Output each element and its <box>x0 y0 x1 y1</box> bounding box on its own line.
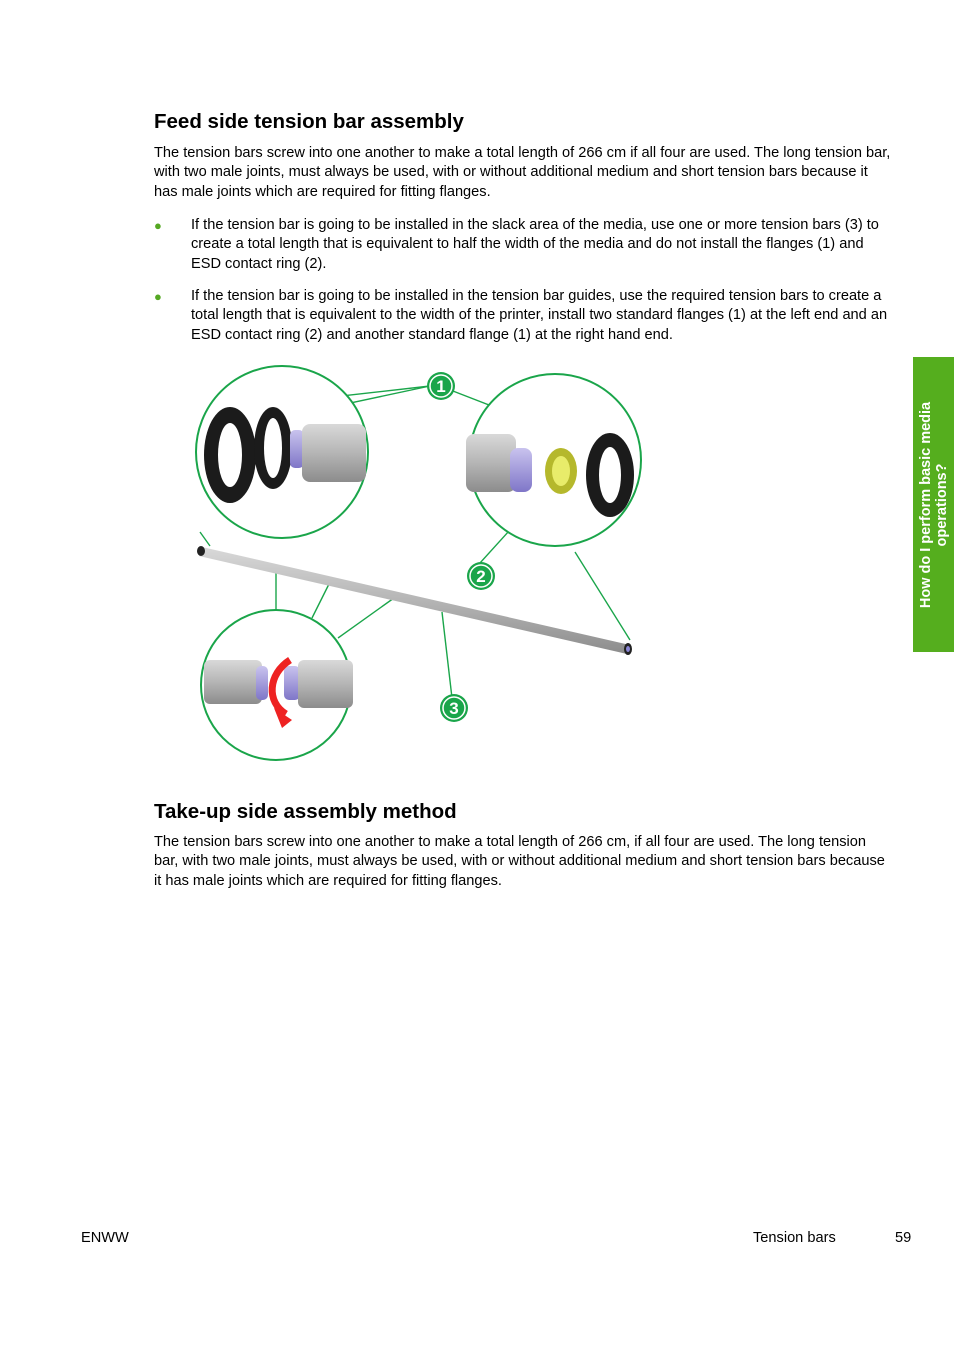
section-heading-feed-side: Feed side tension bar assembly <box>154 110 464 133</box>
bullet-dot-icon: ● <box>154 289 162 304</box>
detail-esd-ring-right <box>466 374 641 546</box>
chapter-side-tab-label: How do I perform basic media operations? <box>917 401 950 608</box>
footer-section-name: Tension bars <box>753 1230 836 1246</box>
footer-enww: ENWW <box>81 1230 129 1246</box>
callout-2-label: 2 <box>476 567 486 586</box>
take-up-side-intro-paragraph: The tension bars screw into one another to make a total length of 266 cm, if all four are used. The long tension bar, with two male joints, must always be used, with or without additional medium and short tension bars because it has male joints which are required for fitting flanges. <box>154 834 885 889</box>
bullet-text: If the tension bar is going to be installed in the tension bar guides, use the required tension bars to create a total length that is equivalent to the width of the printer, install two standard flanges (1) at the left end and an ESD contact ring (2) and another standard flange (1) at the right hand end. <box>191 288 888 343</box>
feed-side-intro-paragraph: The tension bars screw into one another to make a total length of 266 cm if all four are used. The long tension bar, with two male joints, must always be used, with or without additional medium and short tension bars because it has male joints which are required for fitting flanges. <box>154 145 891 200</box>
tension-bar-assembly-illustration <box>190 362 652 764</box>
callout-1 <box>427 372 455 400</box>
callout-2 <box>467 562 495 590</box>
bullet-item-slack-area <box>154 216 894 274</box>
tension-bar-diagram <box>190 362 652 764</box>
detail-flanges-left <box>196 366 368 538</box>
callout-1-label: 1 <box>436 377 446 396</box>
detail-bar-joint-bottom <box>201 610 353 760</box>
section-heading-take-up-side: Take-up side assembly method <box>154 800 457 823</box>
callout-3 <box>440 694 468 722</box>
footer-page-number: 59 <box>895 1230 912 1246</box>
callout-3-label: 3 <box>449 699 459 718</box>
chapter-side-tab[interactable] <box>913 357 954 652</box>
bullet-text: If the tension bar is going to be installed in the slack area of the media, use one or more tension bars (3) to create a total length that is equivalent to half the width of the media and do not install the flanges (1) and ESD contact ring (2). <box>191 217 879 272</box>
bullet-dot-icon: ● <box>154 218 162 233</box>
bullet-item-tension-guides <box>154 287 894 345</box>
